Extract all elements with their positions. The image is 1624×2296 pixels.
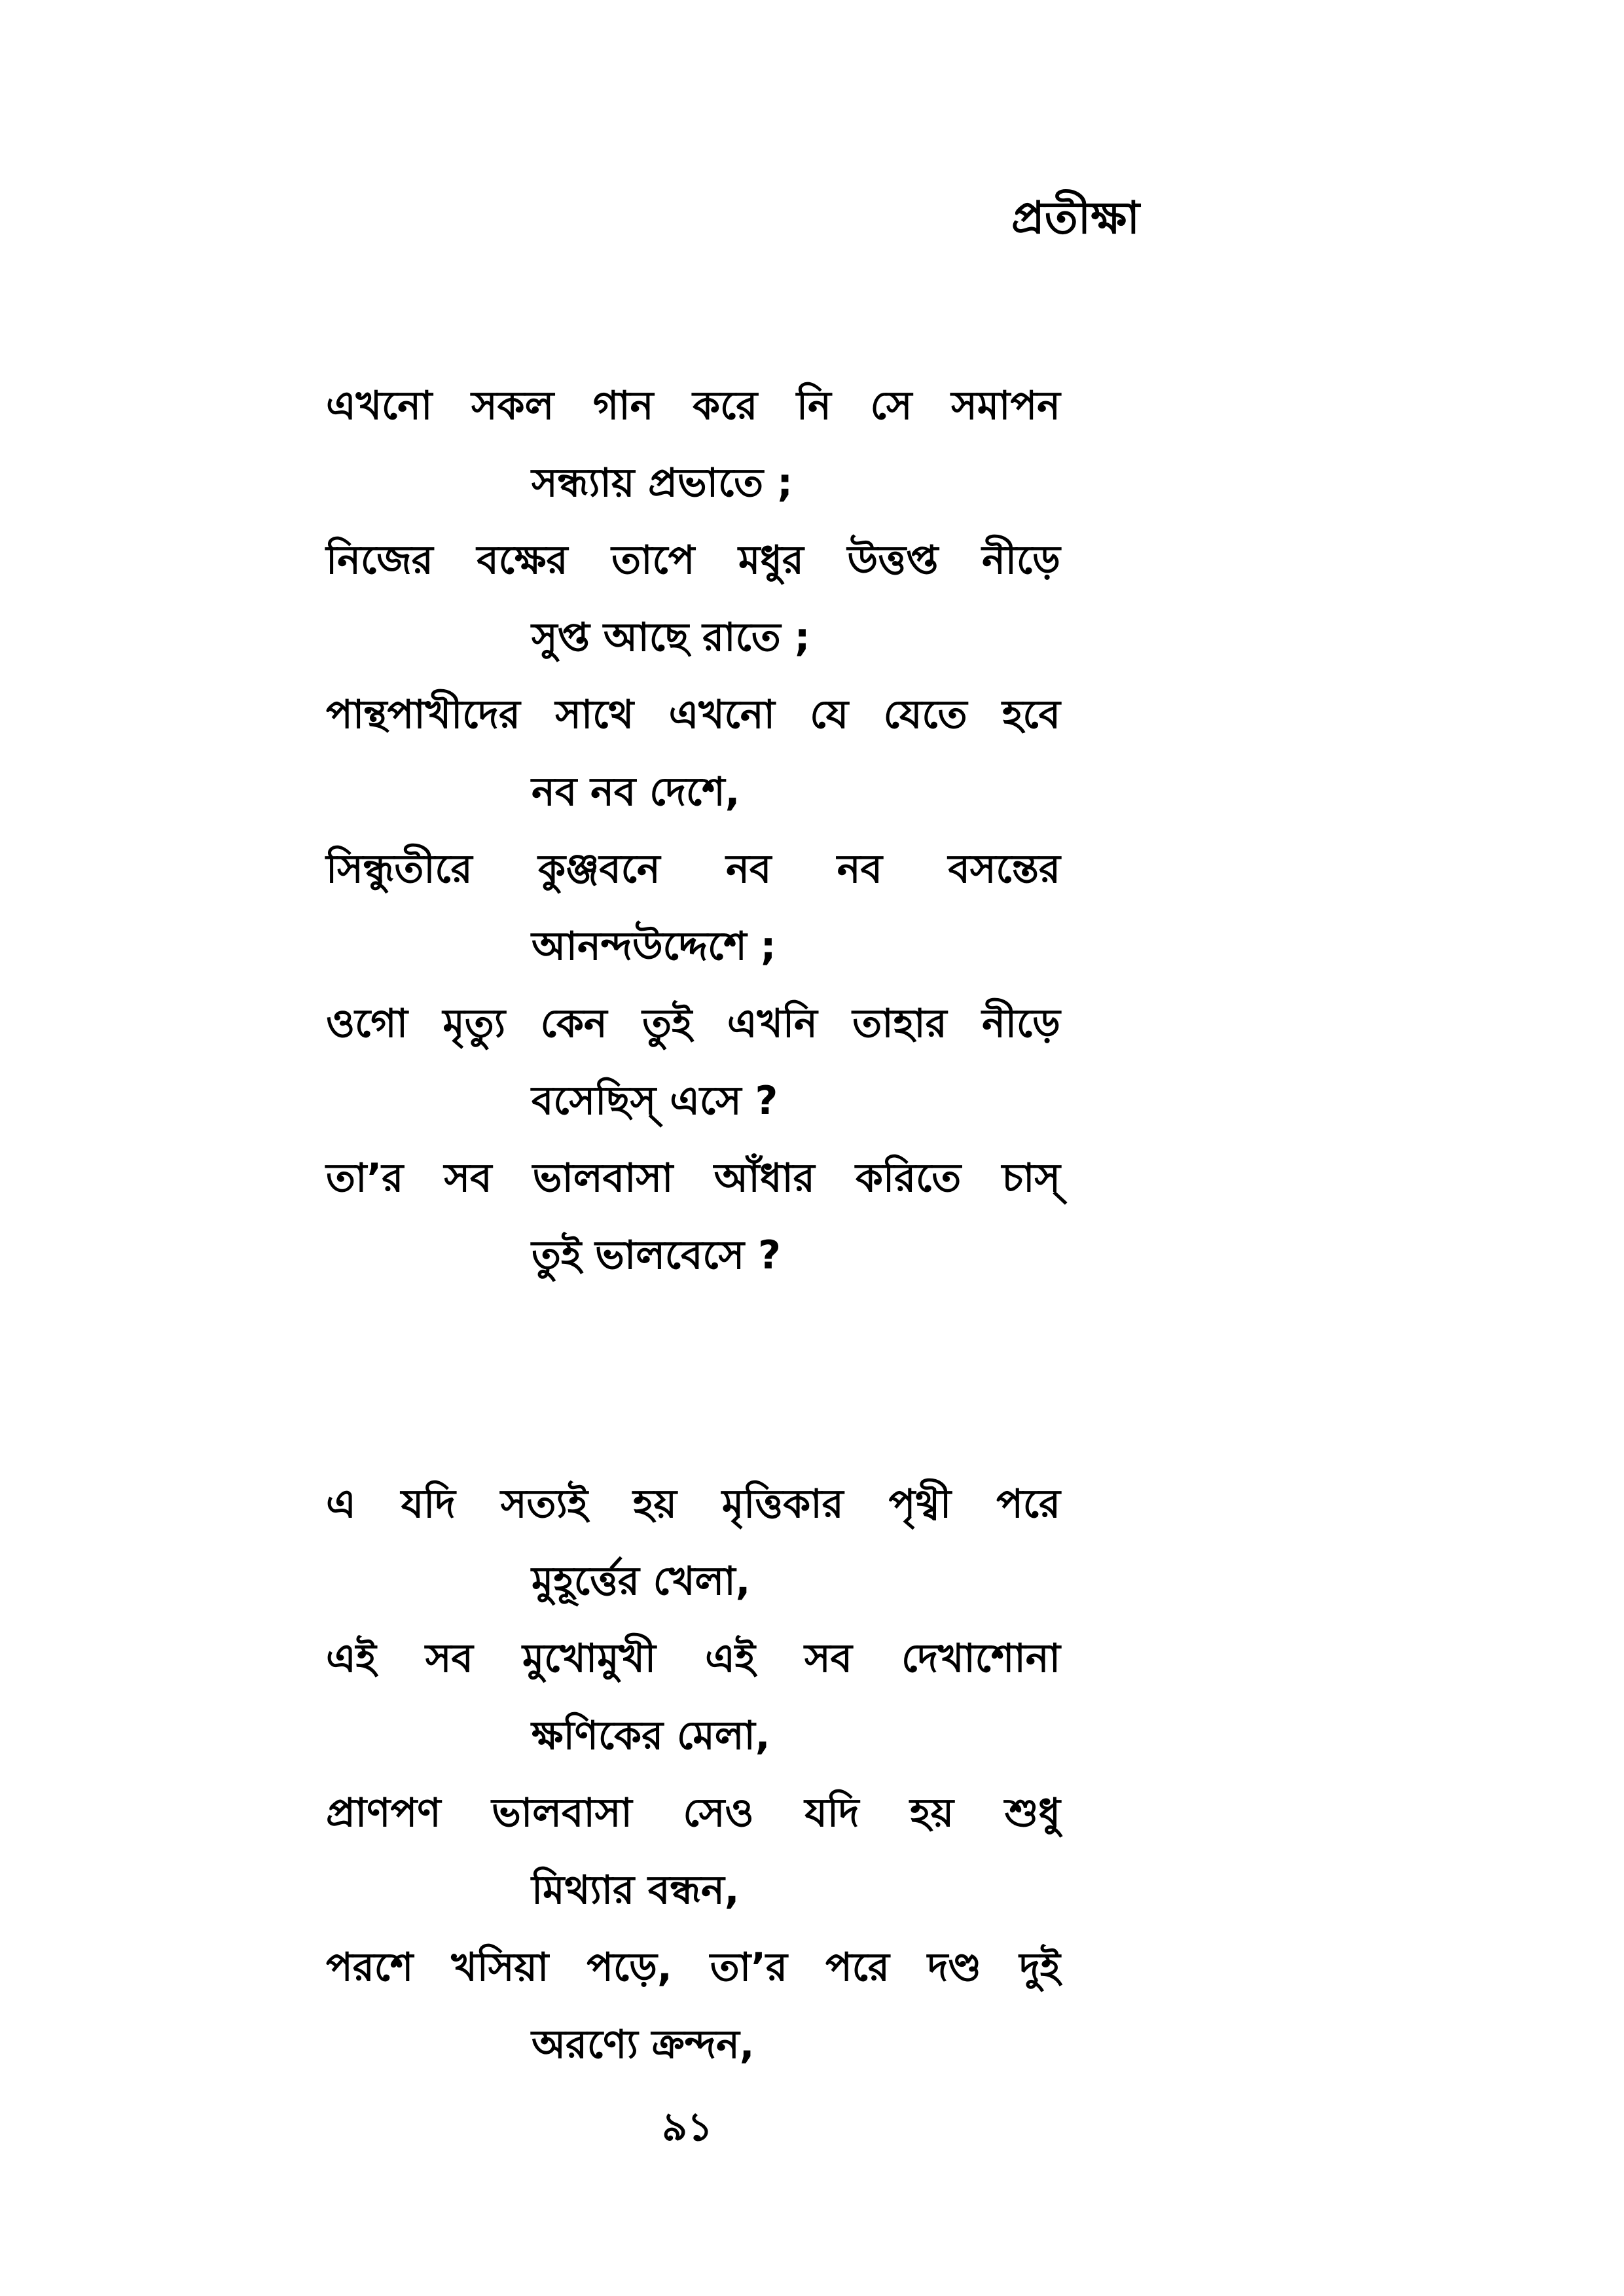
poem-line: মুহূর্ত্তের খেলা, <box>532 1558 751 1604</box>
poem-line: সিন্ধুতীরে কুঞ্জবনে নব নব বসন্তের <box>326 846 1060 892</box>
poem-line: এখনো সকল গান করে নি সে সমাপন <box>326 383 1060 429</box>
poem-line: সন্ধ্যায় প্রভাতে ; <box>532 460 793 506</box>
poem-line: নব নব দেশে, <box>532 769 740 815</box>
poem-line: বসেছিস্ এসে ? <box>532 1078 778 1124</box>
page-number: ৯১ <box>662 2104 713 2150</box>
poem-line: পরশে খসিয়া পড়ে, তা’র পরে দণ্ড দুই <box>326 1945 1060 1990</box>
poem-line: অরণ্যে ক্রন্দন, <box>532 2022 755 2068</box>
poem-line: প্রাণপণ ভালবাসা সেও যদি হয় শুধু <box>326 1790 1060 1836</box>
poem-line: মিথ্যার বন্ধন, <box>532 1867 740 1913</box>
poem-line: ক্ষণিকের মেলা, <box>532 1713 770 1759</box>
poem-line: আনন্দউদ্দেশে ; <box>532 924 776 969</box>
poem-line: পান্থপাখীদের সাথে এখনো যে যেতে হবে <box>326 692 1060 738</box>
poem-line: এ যদি সত্যই হয় মৃত্তিকার পৃথ্বী পরে <box>326 1481 1060 1527</box>
poem-line: এই সব মুখোমুখী এই সব দেখাশোনা <box>326 1636 1060 1681</box>
poem-line: ওগো মৃত্যু কেন তুই এখনি তাহার নীড়ে <box>326 1001 1060 1047</box>
poem-line: তা’র সব ভালবাসা আঁধার করিতে চাস্ <box>326 1155 1060 1201</box>
poem-line: তুই ভালবেসে ? <box>532 1232 781 1278</box>
poem-line: নিজের বক্ষের তাপে মধুর উত্তপ্ত নীড়ে <box>326 537 1060 583</box>
poem-title: প্রতীক্ষা <box>1011 192 1140 244</box>
poem-line: সুপ্ত আছে রাতে ; <box>532 615 810 660</box>
